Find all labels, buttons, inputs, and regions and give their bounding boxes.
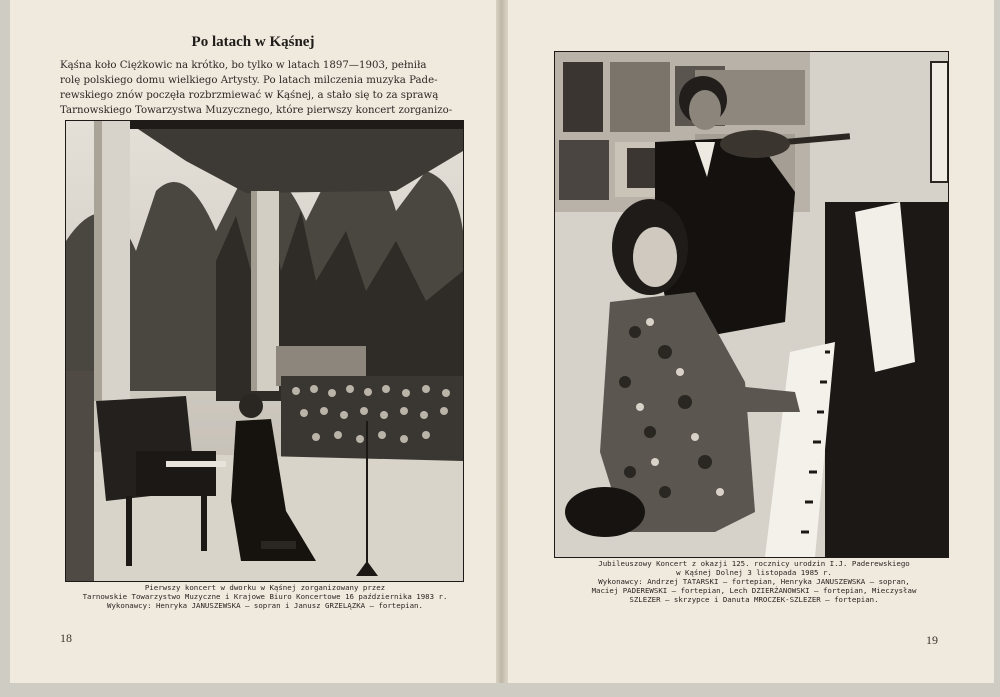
intro-line: rolę polskiego domu wielkiego Artysty. Po latach milczenia muzyka Pade-: [60, 75, 438, 86]
photo-caption: [50, 583, 480, 610]
caption-line: w Kąśnej Dolnej 3 listopada 1985 r.: [676, 568, 832, 577]
intro-paragraph: [60, 58, 460, 118]
concert-porch-photo: [65, 120, 464, 582]
caption-line: Tarnowskie Towarzystwo Muzyczne i Krajowe Biuro Koncertowe 16 października 1983 r.: [82, 592, 448, 601]
intro-line: Kąśna koło Ciężkowic na krótko, bo tylko w latach 1897—1903, pełniła: [60, 60, 427, 71]
intro-line: Tarnowskiego Towarzystwa Muzycznego, które pierwszy koncert zorganizo-: [60, 105, 453, 116]
caption-line: Pierwszy koncert w dworku w Kąśnej zorganizowany przez: [144, 583, 386, 592]
book-gutter: [496, 0, 507, 683]
caption-line: Wykonawcy: Henryka JANUSZEWSKA — sopran i Janusz GRZELĄZKA — fortepian.: [107, 601, 423, 610]
violin-piano-photo: [554, 51, 949, 558]
right-page: [507, 0, 994, 683]
caption-line: Jubileuszowy Koncert z okazji 125. rocznicy urodzin I.J. Paderewskiego: [598, 559, 910, 568]
page-title: Po latach w Kąśnej: [191, 34, 315, 50]
photo-caption: [544, 559, 964, 604]
page-number: 19: [926, 633, 938, 647]
caption-line: Maciej PADEREWSKI — fortepian, Lech DZIERŻANOWSKI — fortepian, Mieczysław: [591, 586, 917, 595]
intro-line: rewskiego znów poczęła rozbrzmiewać w Kąśnej, a stało się to za sprawą: [60, 90, 439, 101]
left-page: [10, 0, 497, 683]
caption-line: Wykonawcy: Andrzej TATARSKI — fortepian, Henryka JANUSZEWSKA — sopran,: [598, 577, 910, 586]
caption-line: SZLEZER — skrzypce i Danuta MROCZEK-SZLEZER — fortepian.: [629, 595, 879, 604]
page-number: 18: [60, 631, 72, 645]
